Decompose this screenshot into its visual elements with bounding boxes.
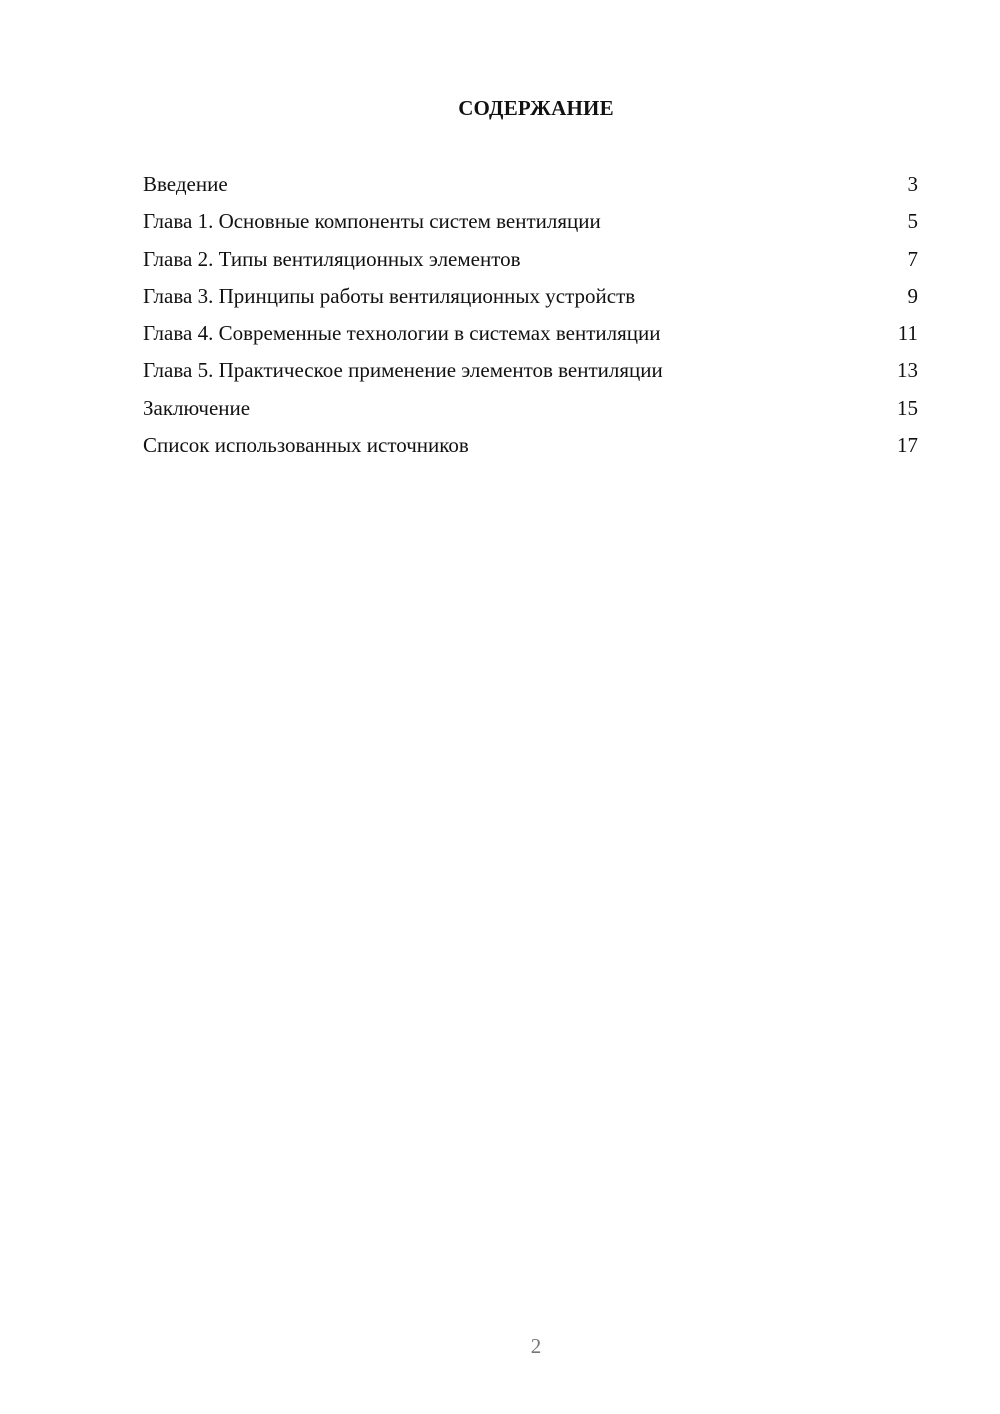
toc-entry-page: 11 [897,321,918,346]
toc-entry-chapter-4 [143,319,918,356]
toc-entry-label: Глава 2. Типы вентиляционных элементов [143,246,521,271]
page-number: 2 [530,1334,542,1358]
toc-entry-chapter-1 [143,207,918,244]
toc-entry-page: 5 [907,209,918,234]
toc-entry-chapter-3 [143,282,918,319]
page-title: СОДЕРЖАНИЕ [458,96,614,120]
toc-entry-page: 13 [897,358,918,383]
toc-entry-label: Список использованных источников [143,433,469,458]
toc-entry-page: 7 [907,246,918,271]
toc-entry-conclusion [143,394,918,431]
toc-entry-references [143,431,918,468]
toc-entry-introduction [143,170,918,207]
toc-entry-page: 17 [897,433,918,458]
toc-entry-label: Глава 5. Практическое применение элементов вентиляции [143,358,663,383]
toc-entry-label: Глава 3. Принципы работы вентиляционных устройств [143,283,636,308]
table-of-contents [143,170,918,468]
toc-entry-chapter-5 [143,356,918,393]
toc-entry-chapter-2 [143,245,918,282]
toc-entry-label: Введение [143,172,228,196]
toc-entry-label: Глава 4. Современные технологии в системах вентиляции [143,321,661,346]
toc-entry-page: 15 [897,395,918,420]
toc-entry-label: Глава 1. Основные компоненты систем вентиляции [143,209,601,234]
toc-entry-page: 3 [907,172,918,196]
toc-entry-page: 9 [907,283,918,308]
toc-entry-label: Заключение [143,395,251,420]
